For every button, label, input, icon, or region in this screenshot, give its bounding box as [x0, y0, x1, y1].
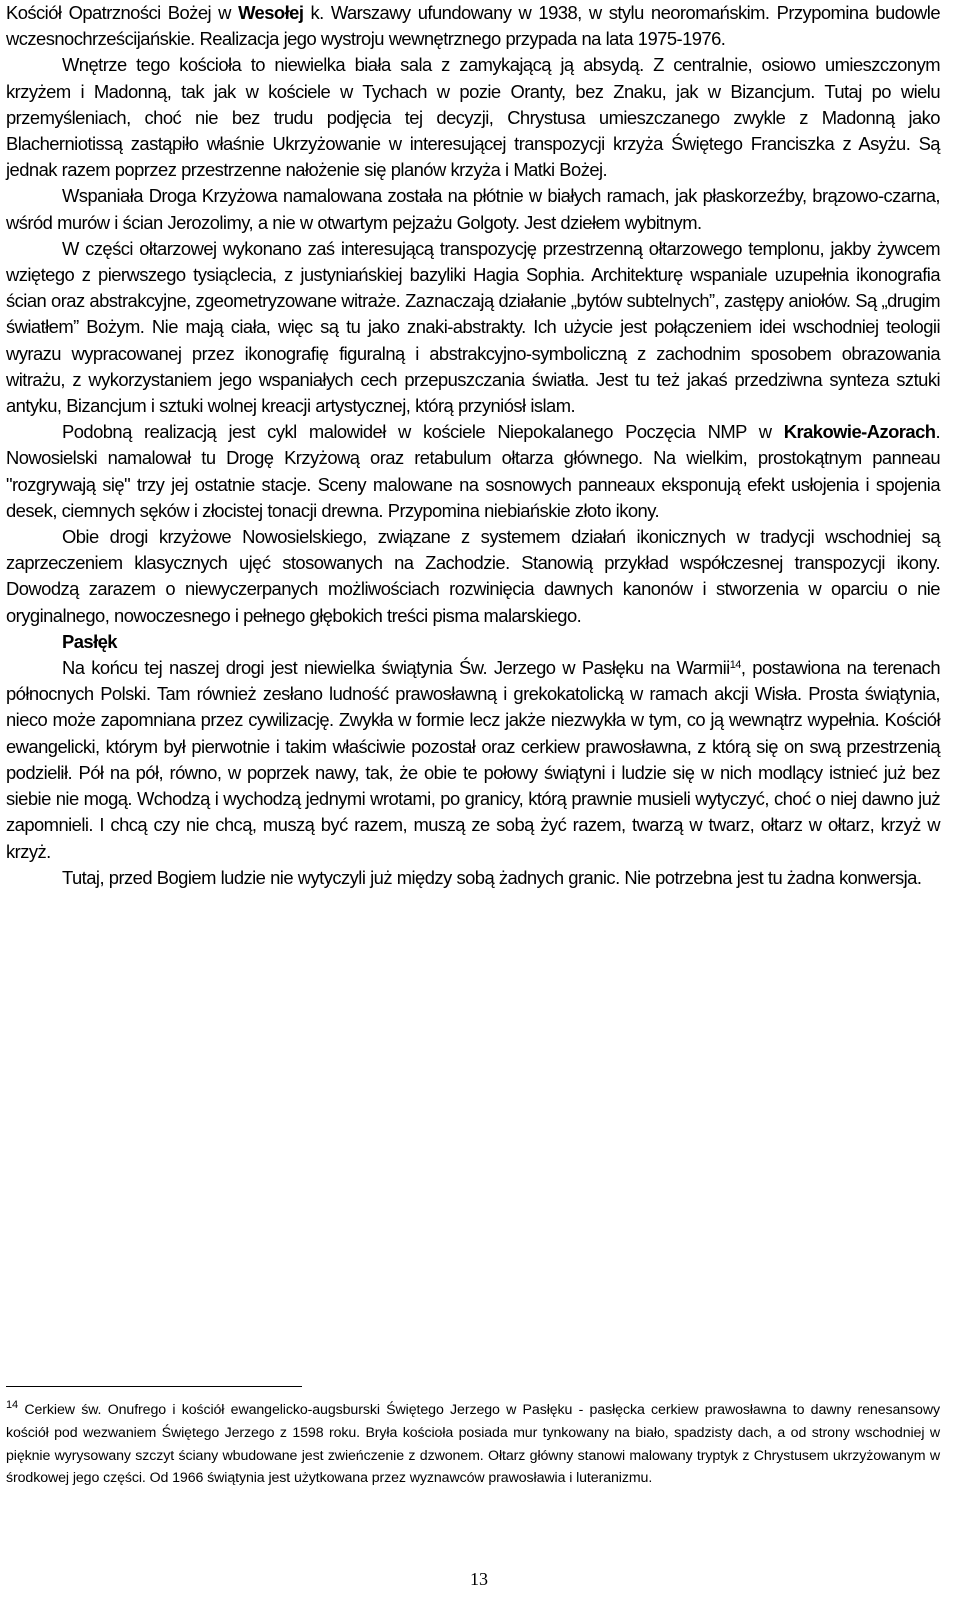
text-run: Podobną realizacją jest cykl malowideł w kościele Niepokalanego Poczęcia NMP w [62, 421, 784, 443]
footnote [6, 1399, 940, 1490]
footnote-text: Cerkiew św. Onufrego i kościół ewangelicko-augsburski Świętego Jerzego w Pasłęku - pasłęcka cerkiew prawosławna to dawny renesansowy kościół pod wezwaniem Świętego Jerzego z 1598 roku. Bryła kościoła posiada mur tynkowany na biało, spadzisty dach, a od strony wschodniej w pięknie wyrysowany szczyt ściany wbudowane jest zwieńczenie z dzwonem. Ołtarz główny stanowi malowany tryptyk z Chrystusem ukrzyżowanym w środkowej jego części. Od 1966 świątynia jest użytkowana przez wyznawców prawosławia i luteranizmu. [6, 1402, 940, 1487]
text-run: k. Warszawy ufundowany w 1938, w stylu neoromańskim. Przypomina budowle wczesnochrześcijańskie. Realizacja jego wystroju wewnętrznego przypada na lata 1975-1976. [6, 2, 941, 50]
paragraph-stations: Wspaniała Droga Krzyżowa namalowana została na płótnie w białych ramach, jak płaskorzeźby, brązowo-czarna, wśród murów i ścian Jerozolimy, a nie w otwartym pejzażu Golgoty. Jest dziełem wybitnym. [6, 185, 940, 233]
footnote-separator [6, 1386, 302, 1387]
page-number: 13 [470, 1569, 488, 1589]
paragraph-wesola [6, 0, 940, 52]
document-page [6, 0, 941, 1589]
footnote-reference: 14 [729, 659, 741, 672]
text-run: Kościół Opatrzności Bożej w [6, 2, 239, 23]
paragraph-interior: Wnętrze tego kościoła to niewielka biała sala z zamykającą ją absydą. Z centralnie, osiowo umieszczonym krzyżem i Madonną, tak jak w kościele w Tychach w pozie Oranty, bez Znaku, jak w Bizancjum. Tutaj po wielu przemyśleniach, choć nie bez trudu podjęcia tej decyzji, Chrystusa umieszczanego zwykle z Madonną jako Blacherniotissą zastąpiło właśnie Ukrzyżowanie w interesującej transpozycji krzyża Świętego Franciszka z Asyżu. Są jednak razem poprzez przestrzenne nałożenie się planów krzyża i Matki Bożej. [6, 54, 940, 181]
paragraph-both-ways: Obie drogi krzyżowe Nowosielskiego, związane z systemem działań ikonicznych w tradycji wschodniej są zaprzeczeniem klasycznych ujęć stosowanych na Zachodzie. Stanowią przykład współczesnej transpozycji ikony. Dowodzą zarazem o niewyczerpanych możliwościach rozwinięcia dawnych kanonów i stworzenia w oparciu o nie oryginalnego, nowoczesnego i pełnego głębokich treści pisma malarskiego. [6, 526, 940, 626]
footnote-number: 14 [6, 1399, 19, 1411]
text-run: Na końcu tej naszej drogi jest niewielka świątynia Św. Jerzego w Pasłęku na Warmii [62, 657, 730, 679]
section-heading: Pasłęk [62, 630, 117, 652]
place-name-bold: Wesołej [238, 2, 304, 23]
paragraph-conclusion: Tutaj, przed Bogiem ludzie nie wytyczyli już między sobą żadnych granic. Nie potrzebna jest tu żadna konwersja. [62, 866, 922, 888]
paragraph-paslek [6, 655, 940, 865]
text-run: , postawiona na terenach północnych Polski. Tam również zesłano ludność prawosławną i grekokatolicką w ramach akcji Wisła. Prosta świątynia, nieco może zapomniana przez cywilizację. Zwykła w formie lecz jakże niezwykła w tym, co ją wewnątrz wypełnia. Kościół ewangelicki, którym był pierwotnie i takim właściwie pozostał oraz cerkiew prawosławna, z którą się on swą przestrzenią podzielił. Pół na pół, równo, w poprzek nawy, tak, że obie te połowy świątyni i ludzie się w nich modlący istnieć już bez siebie nie mogą. Wchodzą i wychodzą jednymi wrotami, po granicy, którą prawnie musieli wytyczyć, choć o niej dawno już zapomnieli. I chcą czy nie chcą, muszą być razem, muszą ze sobą żyć razem, twarzą w twarz, ołtarz w ołtarz, krzyż w krzyż. [6, 657, 941, 862]
main-text [6, 0, 940, 891]
paragraph-krakow [6, 419, 940, 524]
text-run: . Nowosielski namalował tu Drogę Krzyżową oraz retabulum ołtarza głównego. Na wielkim, prostokątnym panneau "rozgrywają się" trzy jej ostatnie stacje. Sceny malowane na sosnowych panneaux eksponują efekt usłojenia i spojenia desek, ciemnych sęków i złocistej tonacji drewna. Przypomina niebiańskie złoto ikony. [6, 421, 940, 521]
place-name-bold: Krakowie-Azorach [783, 421, 936, 443]
paragraph-altar: W części ołtarzowej wykonano zaś interesującą transpozycję przestrzenną ołtarzowego templonu, jakby żywcem wziętego z pierwszego tysiąclecia, z justyniańskiej bazyliki Hagia Sophia. Architekturę wspaniale uzupełnia ikonografia ścian oraz abstrakcyjne, zgeometryzowane witraże. Zaznaczają działanie „bytów subtelnych”, zastępy aniołów. Są „drugim światłem” Bożym. Nie mają ciała, więc są tu jako znaki-abstrakty. Ich użycie jest połączeniem idei wschodniej teologii wyrazu wypracowanej przez ikonografię figuralną i abstrakcyjno-symboliczną z zachodnim sposobem obrazowania witrażu, z wykorzystaniem jego wspaniałych cech przepuszczania światła. Jest tu też jakaś przedziwna synteza sztuki antyku, Bizancjum i sztuki wolnej kreacji artystycznej, którą przyniósł islam. [6, 237, 940, 417]
